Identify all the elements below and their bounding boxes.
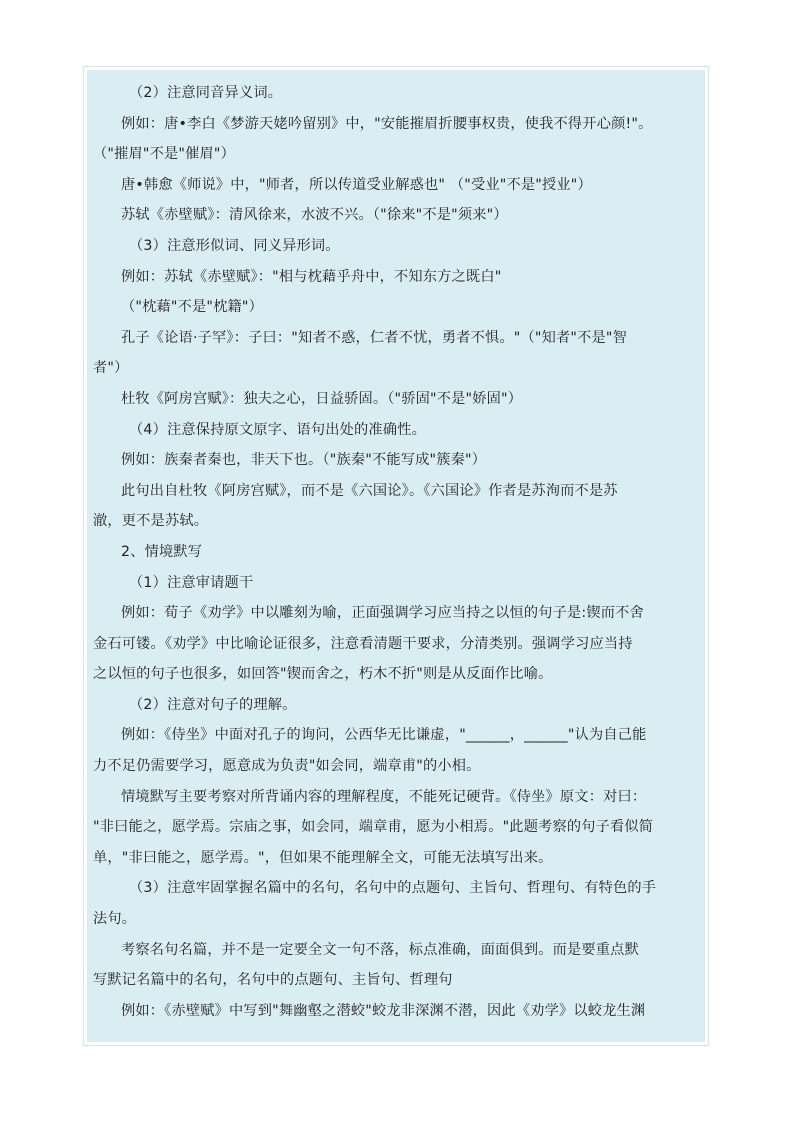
text-line: （3）注意形似词、同义异形词。 [129,237,340,254]
text-line: 单，"非曰能之，愿学焉。"，但如果不能理解全文，可能无法填写出来。 [93,849,553,866]
text-line: 例如：荀子《劝学》中以雕刻为喻，正面强调学习应当持之以恒的句子是:锲而不舍 [121,605,644,622]
text-line: （"摧眉"不是"催眉"） [93,146,236,163]
text-line: 例如：苏轼《赤壁赋》："相与枕藉乎舟中，不知东方之既白" [121,268,502,285]
text-line: 此句出自杜牧《阿房宫赋》，而不是《六国论》。《六国论》作者是苏洵而不是苏 [121,482,618,499]
text-line: （2）注意对句子的理解。 [129,696,297,713]
text-line: 写默记名篇中的名句，名句中的点题句、主旨句、哲理句 [93,972,453,989]
text-line: 例如：《赤壁赋》中写到"舞幽壑之潜蛟"蛟龙非深渊不潜，因此《劝学》以蛟龙生渊 [121,1002,646,1019]
text-line: （4）注意保持原文原字、语句出处的准确性。 [129,421,426,438]
content-frame [83,66,709,1046]
text-line: （3）注意牢固掌握名篇中的名句，名句中的点题句、主旨句、哲理句、有特色的手 [129,880,657,897]
text-line: 之以恒的句子也很多，如回答"锲而舍之，朽木不折"则是从反面作比喻。 [93,666,553,683]
text-line: 者"） [93,360,129,377]
text-line: 例如：唐•李白《梦游天姥吟留别》中，"安能摧眉折腰事权贵，使我不得开心颜!"。 [121,115,653,132]
text-line: 例如：族秦者秦也，非天下也。（"族秦"不能写成"簇秦"） [121,452,487,469]
text-line: 例如：《侍坐》中面对孔子的询问，公西华无比谦虚，"______，______"认为自己能 [121,727,647,744]
text-line: "非曰能之，愿学焉。宗庙之事，如会同，端章甫，愿为小相焉。"此题考察的句子看似简 [93,819,654,836]
text-line: 唐•韩愈《师说》中，"师者，所以传道受业解惑也" （"受业"不是"授业"） [121,176,592,193]
text-line: 力不足仍需要学习，愿意成为负责"如会同，端章甫"的小相。 [93,758,481,775]
text-line: 金石可镂。《劝学》中比喻论证很多，注意看清题干要求，分清类别。强调学习应当持 [93,635,633,652]
text-line: 考察名句名篇，并不是一定要全文一句不落，标点准确，面面俱到。而是要重点默 [121,941,639,958]
text-line: 澈，更不是苏轼。 [93,513,209,530]
text-line: 孔子《论语·子罕》：子曰："知者不惑，仁者不忧，勇者不惧。"（"知者"不是"智 [121,329,628,346]
text-line: 情境默写主要考察对所背诵内容的理解程度，不能死记硬背。《侍坐》原文：对曰： [121,788,647,805]
text-line: （2）注意同音异义词。 [129,85,283,101]
text-line: （"枕藉"不是"枕籍"） [121,299,264,316]
text-panel [87,70,705,1042]
text-line: 2、情境默写 [121,543,203,560]
text-line: 苏轼《赤壁赋》：清风徐来，水波不兴。（"徐来"不是"须来"） [121,207,508,224]
text-line: 杜牧《阿房宫赋》：独夫之心，日益骄固。（"骄固"不是"娇固"） [121,390,523,407]
text-line: 法句。 [93,911,137,928]
text-line: （1）注意审请题干 [129,574,254,591]
